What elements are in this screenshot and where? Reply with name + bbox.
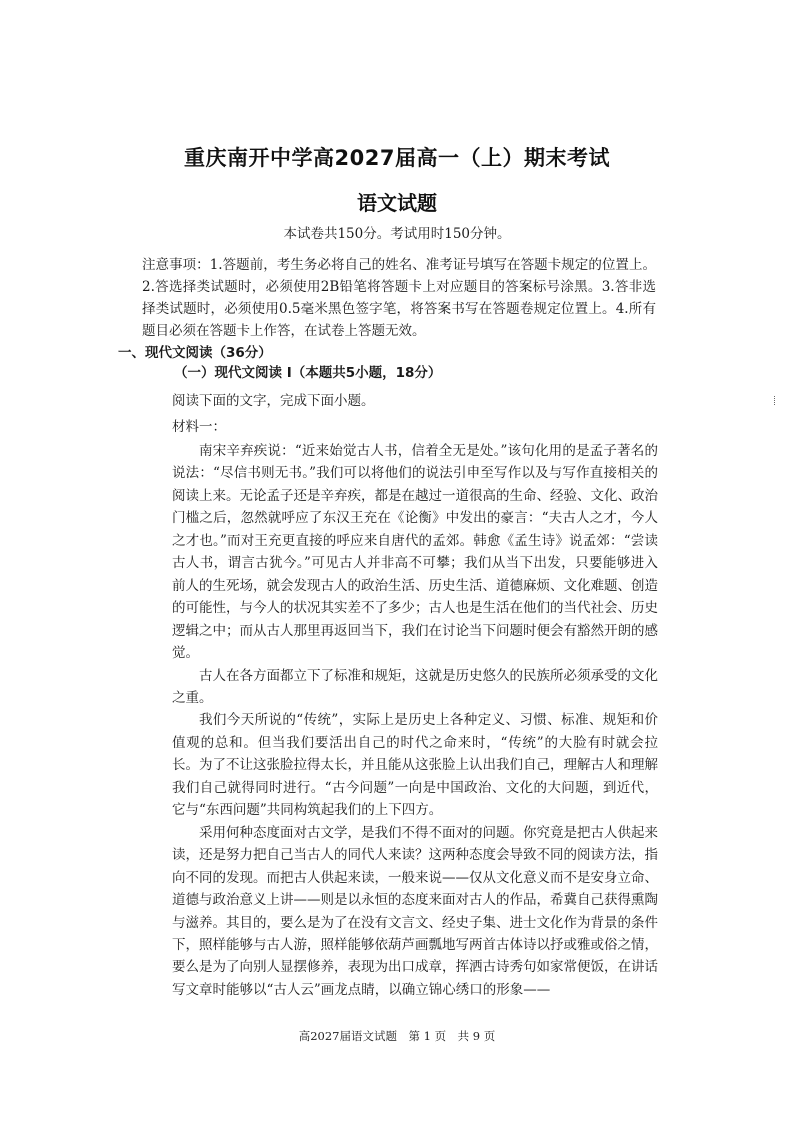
reading-instruction: 阅读下面的文字，完成下面小题。 [172, 393, 375, 409]
passage-paragraph-2: 古人在各方面都立下了标准和规矩，这就是历史悠久的民族所必须承受的文化之重。 [172, 667, 658, 706]
exam-subtitle: 语文试题 [357, 191, 437, 215]
exam-notice: 注意事项：1.答题前，考生务必将自己的姓名、准考证号填写在答题卡规定的位置上。2.答选择类试题时，必须使用2B铅笔将答题卡上对应题目的答案标号涂黑。3.答非选择类试题时，必须使用0.5毫米黑色签字笔，将答案书写在答题卷规定位置上。4.所有题目必须在答题卡上作答，在试卷上答题无效。 [142, 257, 656, 339]
section-heading: 一、现代文阅读（36分） [118, 345, 272, 361]
material-label: 材料一： [172, 419, 226, 435]
exam-title: 重庆南开中学高2027届高一（上）期末考试 [184, 146, 610, 170]
passage-paragraph-4: 采用何种态度面对古文学，是我们不得不面对的问题。你究竟是把古人供起来读，还是努力把自己当古人的同代人来读？这两种态度会导致不同的阅读方法，指向不同的发现。而把古人供起来读，一般来说——仅从文化意义而不是安身立命、道德与政治意义上讲——则是以永恒的态度来面对古人的作品，希冀自己获得熏陶与滋养。其目的，要么是为了在没有文言文、经史子集、进士文化作为背景的条件下，照样能够与古人游，照样能够依葫芦画瓢地写两首古体诗以抒或雅或俗之情，要么是为了向别人显摆修养，表现为出口成章，挥洒古诗秀句如家常便饭，在讲话写文章时能够以“古人云”画龙点睛，以确立锦心绣口的形象—— [172, 824, 658, 998]
passage-body [172, 440, 658, 1001]
passage-paragraph-3: 我们今天所说的“传统”，实际上是历史上各种定义、习惯、标准、规矩和价值观的总和。但当我们要活出自己的时代之命来时，“传统”的大脸有时就会拉长。为了不让这张脸拉得太长，并且能从这张脸上认出我们自己，理解古人和理解我们自己就得同时进行。“古今问题”一向是中国政治、文化的大问题，到近代，它与“东西问题”共同构筑起我们的上下四方。 [172, 712, 658, 819]
page-footer: 高2027届语文试题 第 1 页 共 9 页 [298, 1029, 496, 1043]
subsection-heading: （一）现代文阅读 I（本题共5小题，18分） [174, 365, 442, 381]
passage-paragraph-1: 南宋辛弃疾说：“近来始觉古人书，信着全无是处。”该句化用的是孟子著名的说法：“尽信书则无书。”我们可以将他们的说法引申至写作以及与写作直接相关的阅读上来。无论孟子还是辛弃疾，都是在越过一道很高的生命、经验、文化、政治门槛之后，忽然就呼应了东汉王充在《论衡》中发出的豪言：“夫古人之才，今人之才也。”而对王充更直接的呼应来自唐代的孟郊。韩愈《孟生诗》说孟郊：“尝读古人书，谓言古犹今。”可见古人并非高不可攀；我们从当下出发，只要能够进入前人的生死场，就会发现古人的政治生活、历史生活、道德麻烦、文化难题、创造的可能性，与今人的状况其实差不了多少；古人也是生活在他们的当代社会、历史逻辑之中；而从古人那里再返回当下，我们在讨论当下问题时便会有豁然开朗的感觉。 [172, 443, 658, 662]
exam-info: 本试卷共150分。考试用时150分钟。 [283, 226, 511, 242]
margin-dot-mark [774, 396, 777, 405]
